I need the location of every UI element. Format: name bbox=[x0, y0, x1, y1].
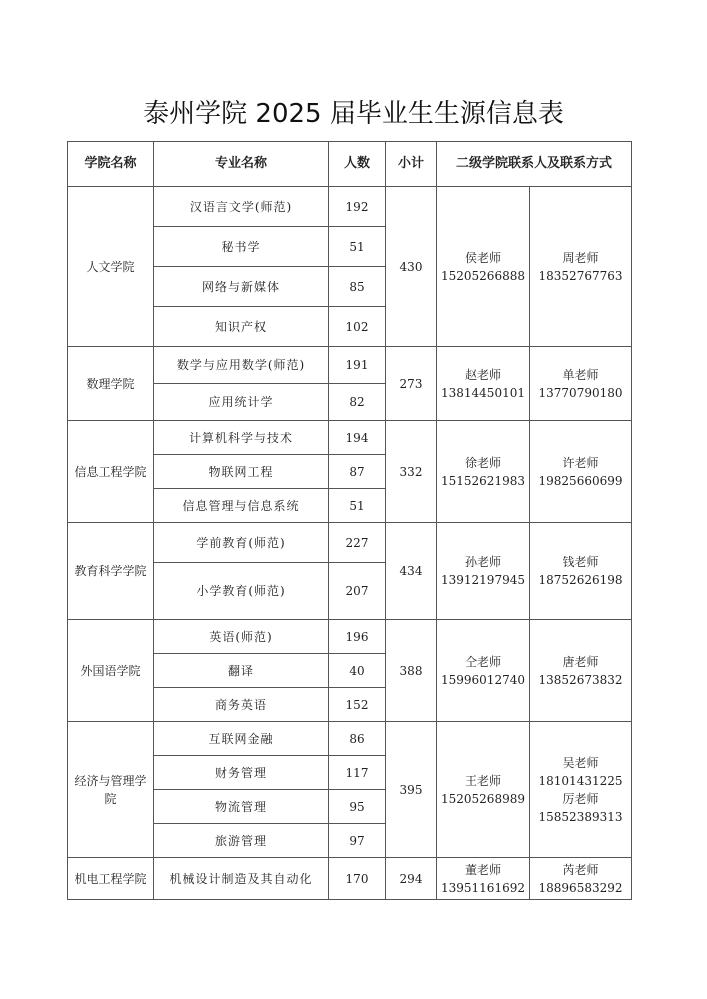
contact-secondary bbox=[530, 722, 632, 858]
contact-phone: 13951161692 bbox=[441, 880, 525, 895]
major-count: 117 bbox=[329, 756, 386, 790]
college-name: 教育科学学院 bbox=[68, 523, 154, 620]
contact-secondary bbox=[530, 858, 632, 900]
major-count: 191 bbox=[329, 347, 386, 384]
major-name: 物流管理 bbox=[154, 790, 329, 824]
major-name: 数学与应用数学(师范) bbox=[154, 347, 329, 384]
contact-name: 董老师 bbox=[464, 862, 501, 877]
contact-name: 许老师 bbox=[562, 455, 599, 470]
major-count: 170 bbox=[329, 858, 386, 900]
table-row bbox=[68, 722, 632, 756]
contact-name: 仝老师 bbox=[464, 654, 501, 669]
contact-name: 周老师 bbox=[562, 250, 599, 265]
major-count: 95 bbox=[329, 790, 386, 824]
major-name: 英语(师范) bbox=[154, 620, 329, 654]
subtotal: 434 bbox=[386, 523, 437, 620]
contact-name: 吴老师 bbox=[562, 755, 599, 770]
major-count: 196 bbox=[329, 620, 386, 654]
subtotal: 430 bbox=[386, 187, 437, 347]
table-row bbox=[68, 523, 632, 563]
major-name: 计算机科学与技术 bbox=[154, 421, 329, 455]
major-count: 82 bbox=[329, 384, 386, 421]
major-name: 知识产权 bbox=[154, 307, 329, 347]
major-name: 秘书学 bbox=[154, 227, 329, 267]
header-subtotal: 小计 bbox=[386, 142, 437, 187]
major-count: 97 bbox=[329, 824, 386, 858]
subtotal: 273 bbox=[386, 347, 437, 421]
major-count: 85 bbox=[329, 267, 386, 307]
contact-primary bbox=[437, 347, 530, 421]
major-count: 207 bbox=[329, 563, 386, 620]
major-name: 汉语言文学(师范) bbox=[154, 187, 329, 227]
contact-name: 王老师 bbox=[464, 773, 501, 788]
college-name: 外国语学院 bbox=[68, 620, 154, 722]
contact-phone: 18896583292 bbox=[538, 880, 623, 895]
contact-primary bbox=[437, 187, 530, 347]
major-name: 小学教育(师范) bbox=[154, 563, 329, 620]
contact-phone: 18752626198 bbox=[538, 573, 623, 587]
contact-secondary bbox=[530, 523, 632, 620]
major-name: 学前教育(师范) bbox=[154, 523, 329, 563]
contact-primary bbox=[437, 722, 530, 858]
contact-phone: 15996012740 bbox=[441, 672, 525, 687]
contact-phone: 15852389313 bbox=[538, 809, 623, 824]
major-count: 87 bbox=[329, 455, 386, 489]
major-name: 机械设计制造及其自动化 bbox=[154, 858, 329, 900]
major-count: 192 bbox=[329, 187, 386, 227]
major-name: 财务管理 bbox=[154, 756, 329, 790]
contact-phone: 13814450101 bbox=[441, 385, 525, 400]
contact-name: 钱老师 bbox=[562, 555, 599, 569]
header-college: 学院名称 bbox=[68, 142, 154, 187]
subtotal: 388 bbox=[386, 620, 437, 722]
major-count: 102 bbox=[329, 307, 386, 347]
header-row bbox=[68, 142, 632, 187]
contact-secondary bbox=[530, 187, 632, 347]
contact-phone: 19825660699 bbox=[538, 473, 623, 488]
contact-phone: 18352767763 bbox=[538, 268, 623, 283]
contact-name: 厉老师 bbox=[562, 791, 599, 806]
subtotal: 395 bbox=[386, 722, 437, 858]
major-count: 40 bbox=[329, 654, 386, 688]
college-name: 数理学院 bbox=[68, 347, 154, 421]
major-count: 51 bbox=[329, 489, 386, 523]
contact-name: 唐老师 bbox=[562, 654, 599, 669]
major-name: 物联网工程 bbox=[154, 455, 329, 489]
header-major: 专业名称 bbox=[154, 142, 329, 187]
major-count: 227 bbox=[329, 523, 386, 563]
contact-name: 徐老师 bbox=[464, 455, 501, 470]
major-count: 86 bbox=[329, 722, 386, 756]
contact-secondary bbox=[530, 421, 632, 523]
major-name: 旅游管理 bbox=[154, 824, 329, 858]
major-name: 信息管理与信息系统 bbox=[154, 489, 329, 523]
contact-primary bbox=[437, 858, 530, 900]
contact-phone: 18101431225 bbox=[538, 773, 623, 788]
contact-name: 芮老师 bbox=[562, 862, 599, 877]
header-count: 人数 bbox=[329, 142, 386, 187]
contact-name: 侯老师 bbox=[464, 250, 501, 265]
contact-phone: 15205266888 bbox=[441, 268, 525, 283]
contact-primary bbox=[437, 620, 530, 722]
college-name: 机电工程学院 bbox=[68, 858, 154, 900]
major-name: 应用统计学 bbox=[154, 384, 329, 421]
major-count: 152 bbox=[329, 688, 386, 722]
contact-phone: 13770790180 bbox=[538, 385, 623, 400]
contact-secondary bbox=[530, 347, 632, 421]
college-name: 经济与管理学院 bbox=[68, 722, 154, 858]
major-name: 互联网金融 bbox=[154, 722, 329, 756]
table-row bbox=[68, 347, 632, 384]
contact-phone: 15152621983 bbox=[441, 473, 525, 488]
college-name: 人文学院 bbox=[68, 187, 154, 347]
contact-name: 单老师 bbox=[562, 367, 599, 382]
contact-secondary bbox=[530, 620, 632, 722]
contact-phone: 13852673832 bbox=[538, 672, 623, 687]
major-name: 商务英语 bbox=[154, 688, 329, 722]
contact-primary bbox=[437, 421, 530, 523]
contact-phone: 13912197945 bbox=[441, 573, 525, 587]
subtotal: 294 bbox=[386, 858, 437, 900]
contact-name: 赵老师 bbox=[464, 367, 501, 382]
page-title: 泰州学院 2025 届毕业生生源信息表 bbox=[143, 99, 564, 129]
contact-primary bbox=[437, 523, 530, 620]
major-name: 网络与新媒体 bbox=[154, 267, 329, 307]
contact-name: 孙老师 bbox=[464, 555, 501, 569]
table-row bbox=[68, 620, 632, 654]
table-row bbox=[68, 421, 632, 455]
table-row bbox=[68, 858, 632, 900]
major-name: 翻译 bbox=[154, 654, 329, 688]
header-contact: 二级学院联系人及联系方式 bbox=[437, 142, 632, 187]
major-count: 194 bbox=[329, 421, 386, 455]
contact-phone: 15205268989 bbox=[441, 791, 525, 806]
subtotal: 332 bbox=[386, 421, 437, 523]
major-count: 51 bbox=[329, 227, 386, 267]
graduate-info-table bbox=[67, 141, 632, 900]
table-row bbox=[68, 187, 632, 227]
college-name: 信息工程学院 bbox=[68, 421, 154, 523]
